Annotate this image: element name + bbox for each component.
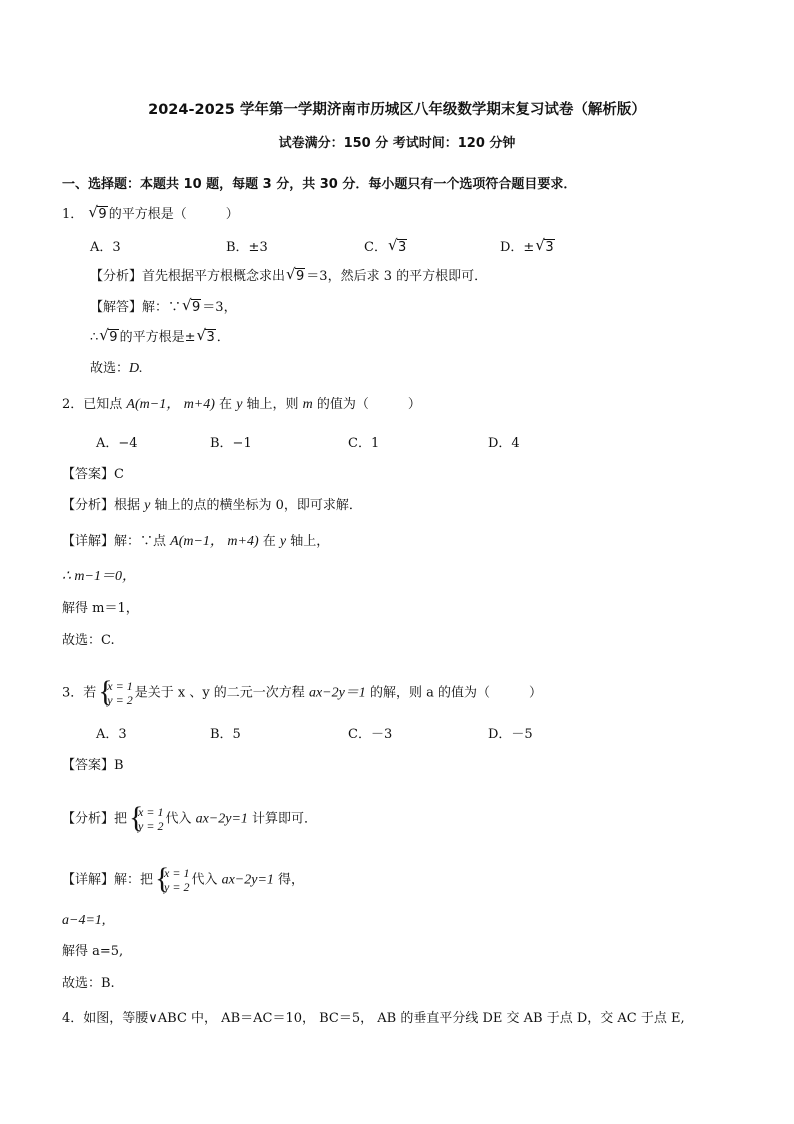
solution: 【解答】解：∵ √ 9 ＝3， bbox=[90, 296, 237, 315]
option-a: A．−4 bbox=[96, 436, 138, 451]
equation-system: { x = 1 y = 2 bbox=[98, 675, 133, 708]
detail: 【详解】解：∵点 A(m−1， m+4) 在 y 轴上， bbox=[62, 534, 330, 549]
option-b: B．±3 bbox=[226, 240, 268, 255]
analysis: 【分析】首先根据平方根概念求出 √ 9 ＝3，然后求 3 的平方根即可． bbox=[90, 265, 488, 284]
option-d: D．4 bbox=[488, 436, 520, 451]
question-2: 2．已知点 A(m−1， m+4) 在 y 轴上，则 m 的值为（ ） bbox=[62, 397, 421, 412]
option-a: A．3 bbox=[96, 727, 127, 742]
solved-line: 解得 m＝1， bbox=[62, 601, 139, 616]
solved-line: 解得 a=5, bbox=[62, 944, 124, 959]
section-heading: 一、选择题：本题共 10 题，每题 3 分，共 30 分．每小题只有一个选项符合题目要求． bbox=[62, 177, 577, 192]
therefore-line: ∴ m−1＝0， bbox=[62, 569, 136, 584]
page-title: 2024-2025 学年第一学期济南市历城区八年级数学期末复习试卷（解析版） bbox=[148, 102, 646, 118]
choice-line: 故选：B. bbox=[62, 976, 115, 991]
calc-line: a−4=1, bbox=[62, 913, 106, 928]
sqrt-expression: √ 9 bbox=[88, 203, 107, 222]
option-c: C． √ 3 bbox=[364, 236, 407, 255]
choice-line: 故选：C. bbox=[62, 633, 115, 648]
answer: 【答案】B bbox=[62, 758, 124, 773]
option-a: A．3 bbox=[90, 240, 121, 255]
option-c: C．－3 bbox=[348, 727, 393, 742]
detail: 【详解】解：把 { x = 1 y = 2 代入 ax−2y=1 得， bbox=[62, 862, 305, 895]
analysis: 【分析】根据 y 轴上的点的横坐标为 0，即可求解． bbox=[62, 498, 362, 513]
option-c: C．1 bbox=[348, 436, 380, 451]
option-b: B．−1 bbox=[210, 436, 252, 451]
therefore-line: ∴ √ 9 的平方根是± √ 3 ． bbox=[90, 326, 230, 345]
question-3: 3．若 { x = 1 y = 2 是关于 x 、y 的二元一次方程 ax−2y＝1 的解，则 a 的值为（ ） bbox=[62, 675, 542, 708]
option-b: B．5 bbox=[210, 727, 241, 742]
option-d: D．± √ 3 bbox=[500, 236, 554, 255]
answer: 【答案】C bbox=[62, 467, 124, 482]
question-number: 1． bbox=[62, 207, 84, 222]
question-stem: 的平方根是（ ） bbox=[108, 207, 239, 222]
question-1 bbox=[62, 203, 239, 224]
exam-info: 试卷满分：150 分 考试时间：120 分钟 bbox=[278, 136, 516, 151]
choice-line: 故选：D. bbox=[90, 361, 143, 376]
analysis: 【分析】把 { x = 1 y = 2 代入 ax−2y=1 计算即可． bbox=[62, 801, 318, 834]
option-d: D．－5 bbox=[488, 727, 533, 742]
question-4: 4．如图，等腰∨ABC 中， AB＝AC＝10， BC＝5， AB 的垂直平分线 DE 交 AB 于点 D，交 AC 于点 E, bbox=[62, 1011, 685, 1026]
